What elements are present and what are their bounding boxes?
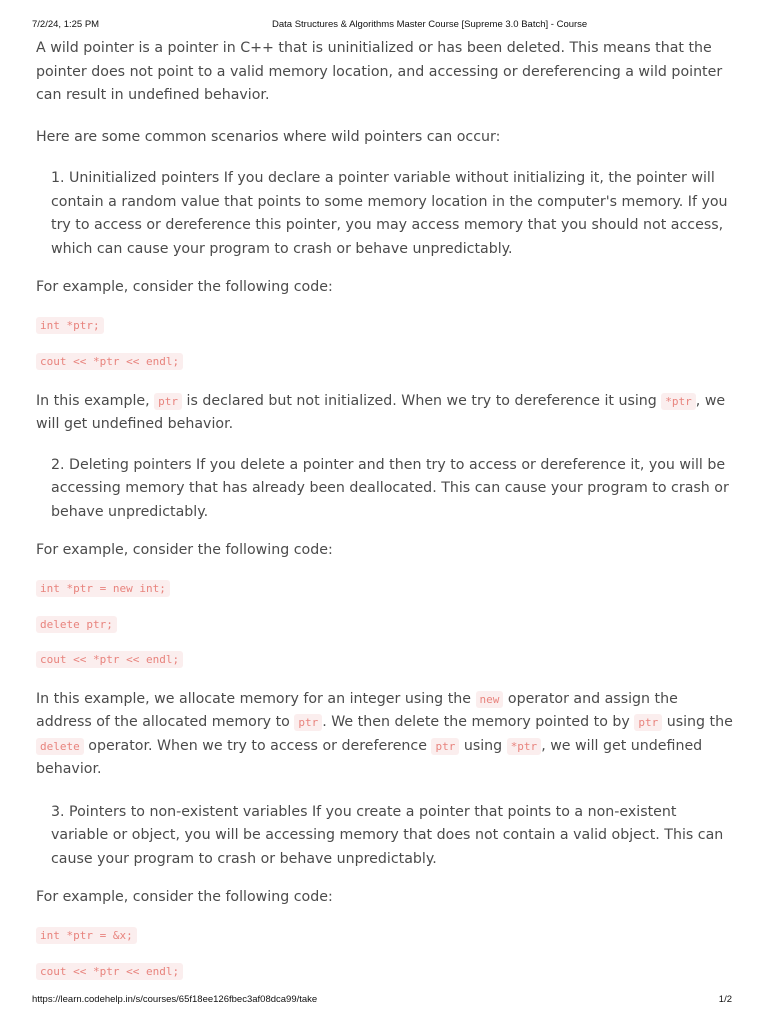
code-line [36, 578, 736, 598]
example-label: For example, consider the following code: [36, 889, 333, 905]
list-item-non-existent-variables: 3. Pointers to non-existent variables If you create a pointer that points to a non-existent variable or object, you will be accessing memory that does not contain a valid object. This can cause your program to crash or behave unpredictably. [51, 803, 724, 867]
inline-code: ptr [154, 393, 182, 410]
article-content [36, 37, 736, 981]
code-line [36, 925, 736, 945]
code-snippet: cout << *ptr << endl; [36, 963, 183, 980]
inline-code: ptr [431, 738, 459, 755]
code-line [36, 351, 736, 371]
inline-code: delete [36, 738, 84, 755]
inline-code: *ptr [661, 393, 696, 410]
code-snippet: cout << *ptr << endl; [36, 651, 183, 668]
page-url: https://learn.codehelp.in/s/courses/65f18ee126fbec3af08dca99/take [32, 994, 318, 1005]
code-line [36, 961, 736, 981]
inline-code: new [476, 691, 504, 708]
code-snippet: int *ptr; [36, 317, 104, 334]
code-snippet: int *ptr = &x; [36, 927, 137, 944]
inline-code: *ptr [507, 738, 542, 755]
example-label: For example, consider the following code: [36, 542, 333, 558]
intro-paragraph: A wild pointer is a pointer in C++ that is uninitialized or has been deleted. This means that the pointer does not point to a valid memory location, and accessing or dereferencing a wild pointer can result in undefined behavior. [36, 40, 723, 103]
page-number: 1/2 [718, 994, 732, 1005]
print-datetime: 7/2/24, 1:25 PM [32, 19, 100, 30]
list-item-uninitialized-pointers: 1. Uninitialized pointers If you declare a pointer variable without initializing it, the pointer will contain a random value that points to some memory location in the computer's memory. If you try to access or dereference this pointer, you may access memory that you should not access, which can cause your program to crash or behave unpredictably. [51, 170, 728, 257]
scenarios-intro: Here are some common scenarios where wild pointers can occur: [36, 128, 501, 145]
inline-code: ptr [294, 714, 322, 731]
code-line [36, 614, 736, 634]
example-label: For example, consider the following code: [36, 279, 333, 295]
code-line [36, 315, 736, 335]
code-snippet: cout << *ptr << endl; [36, 353, 183, 370]
explanation-paragraph: In this example, ptr is declared but not initialized. When we try to dereference it using *ptr , we will get undefined behavior. [36, 392, 726, 432]
print-page-title: Data Structures & Algorithms Master Course [Supreme 3.0 Batch] - Course [272, 19, 588, 30]
print-footer [32, 994, 736, 1008]
inline-code: ptr [634, 714, 662, 731]
print-header [32, 19, 736, 33]
code-snippet: int *ptr = new int; [36, 580, 170, 597]
code-line [36, 649, 736, 669]
explanation-paragraph: In this example, we allocate memory for an integer using the new operator and assign the address of the allocated memory to ptr . We then delete the memory pointed to by ptr using the delete operator. When we try to access or dereference ptr using *ptr , we will get undefined behavior. [36, 690, 733, 777]
list-item-deleting-pointers: 2. Deleting pointers If you delete a pointer and then try to access or dereference it, you will be accessing memory that has already been deallocated. This can cause your program to crash or behave unpredictably. [51, 456, 729, 520]
code-snippet: delete ptr; [36, 616, 117, 633]
